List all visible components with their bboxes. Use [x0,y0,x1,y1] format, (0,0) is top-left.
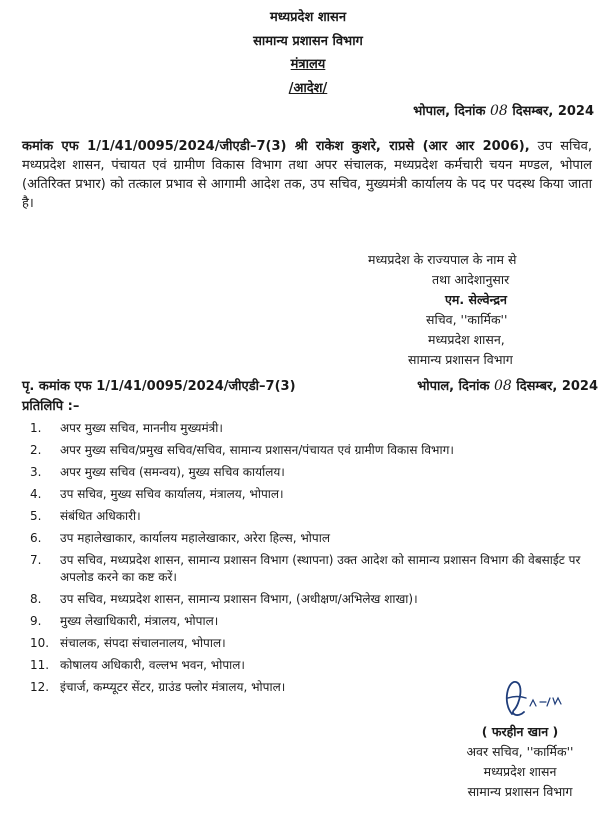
order-body: उप सचिव, मध्यप्रदेश शासन, पंचायत एवं ग्रामीण विकास विभाग तथा अपर संचालक, मध्यप्रदेश कर्मचारी चयन मण्डल, भोपाल (अतिरिक्त प्रभार) को तत्काल प्रभाव से आगामी आदेश तक, उप सचिव, मुख्यमंत्री कार्यालय के पद पर पदस्थ किया जाता है। [22,139,592,211]
list-item-text: उप सचिव, मध्यप्रदेश शासन, सामान्य प्रशासन विभाग (स्थापना) उक्त आदेश को सामान्य प्रशासन विभाग की वेबसाईट पर अपलोड करने का कष्ट करें। [60,553,581,584]
place-date [413,101,594,119]
order-paragraph [22,137,592,213]
list-item [30,591,595,608]
list-item [30,442,595,459]
handwritten-initials-signature [494,672,584,722]
endorsement-date-rest: दिसम्बर, 2024 [516,379,598,394]
place-date-prefix: भोपाल, दिनांक [413,104,486,119]
list-item-text: अपर मुख्य सचिव/प्रमुख सचिव/सचिव, सामान्य प्रशासन/पंचायत एवं ग्रामीण विकास विभाग। [60,443,454,457]
list-item-text: अपर मुख्य सचिव, माननीय मुख्यमंत्री। [60,421,223,435]
list-item-number: 2. [30,443,42,457]
header-order-wrap [0,80,616,98]
list-item-text: उप सचिव, मध्यप्रदेश शासन, सामान्य प्रशासन विभाग, (अधीक्षण/अभिलेख शाखा)। [60,592,418,606]
list-item-text: अपर मुख्य सचिव (समन्वय), मुख्य सचिव कार्यालय। [60,465,285,479]
list-item-text: कोषालय अधिकारी, वल्लभ भवन, भोपाल। [60,658,245,672]
endorsement-date-prefix: भोपाल, दिनांक [417,379,490,394]
signature-1-dept: सामान्य प्रशासन विभाग [408,352,513,367]
list-item-text: इंचार्ज, कम्प्यूटर सेंटर, ग्राउंड फ्लोर मंत्रालय, भोपाल। [60,680,286,694]
header-ministry: मंत्रालय [290,57,326,72]
list-item-text: उप सचिव, मुख्य सचिव कार्यालय, मंत्रालय, भोपाल। [60,487,284,501]
signature-1-name: एम. सेल्वेन्द्रन [445,292,507,307]
endorsement-date [417,376,598,394]
header-department: सामान्य प्रशासन विभाग [253,34,363,49]
list-item-text: संचालक, संपदा संचालनालय, भोपाल। [60,636,226,650]
list-item-number: 5. [30,509,42,523]
list-item-number: 3. [30,465,42,479]
list-item-number: 6. [30,531,42,545]
list-item-text: संबंधित अधिकारी। [60,509,141,523]
list-item [30,613,595,630]
signature-2-designation: अवर सचिव, ''कार्मिक'' [466,744,574,759]
list-item [30,530,595,547]
list-item [30,552,595,586]
list-item-number: 10. [30,636,50,650]
list-item [30,464,595,481]
signature-2-dept: सामान्य प्रशासन विभाग [467,784,573,799]
place-date-rest: दिसम्बर, 2024 [512,104,594,119]
signature-2-govt: मध्यप्रदेश शासन [483,764,557,779]
signature-1-line1: मध्यप्रदेश के राज्यपाल के नाम से [368,252,517,267]
endorsement-number: पृ. कमांक एफ 1/1/41/0095/2024/जीएडी–7(3) [22,379,296,394]
list-item [30,508,595,525]
list-item [30,635,595,652]
list-item-number: 7. [30,553,42,567]
header-ministry-wrap [0,56,616,74]
header-state-govt: मध्यप्रदेश शासन [269,10,347,25]
signature-1-govt: मध्यप्रदेश शासन, [428,332,505,347]
list-item-text: मुख्य लेखाधिकारी, मंत्रालय, भोपाल। [60,614,219,628]
header-order-title: /आदेश/ [288,81,328,96]
list-item-number: 12. [30,680,50,694]
list-item-number: 11. [30,658,50,672]
list-item-number: 1. [30,421,42,435]
list-item-text: उप महालेखाकार, कार्यालय महालेखाकार, अरेरा हिल्स, भोपाल [60,531,330,545]
list-item [30,486,595,503]
signature-block-2 [440,722,600,802]
signature-1-line2: तथा आदेशानुसार [432,272,510,287]
list-item-number: 9. [30,614,42,628]
list-item [30,420,595,437]
signature-2-name: ( फरहीन खान ) [481,724,559,739]
place-date-day: 08 [489,103,508,119]
copy-list [30,420,595,701]
copy-heading: प्रतिलिपि :– [22,399,80,414]
list-item-number: 4. [30,487,42,501]
endorsement-date-day: 08 [493,378,512,394]
order-number-lead: कमांक एफ 1/1/41/0095/2024/जीएडी–7(3) श्री राकेश कुशरे, राप्रसे (आर आर 2006), [22,139,530,154]
signature-1-designation: सचिव, ''कार्मिक'' [426,312,508,327]
list-item-number: 8. [30,592,42,606]
